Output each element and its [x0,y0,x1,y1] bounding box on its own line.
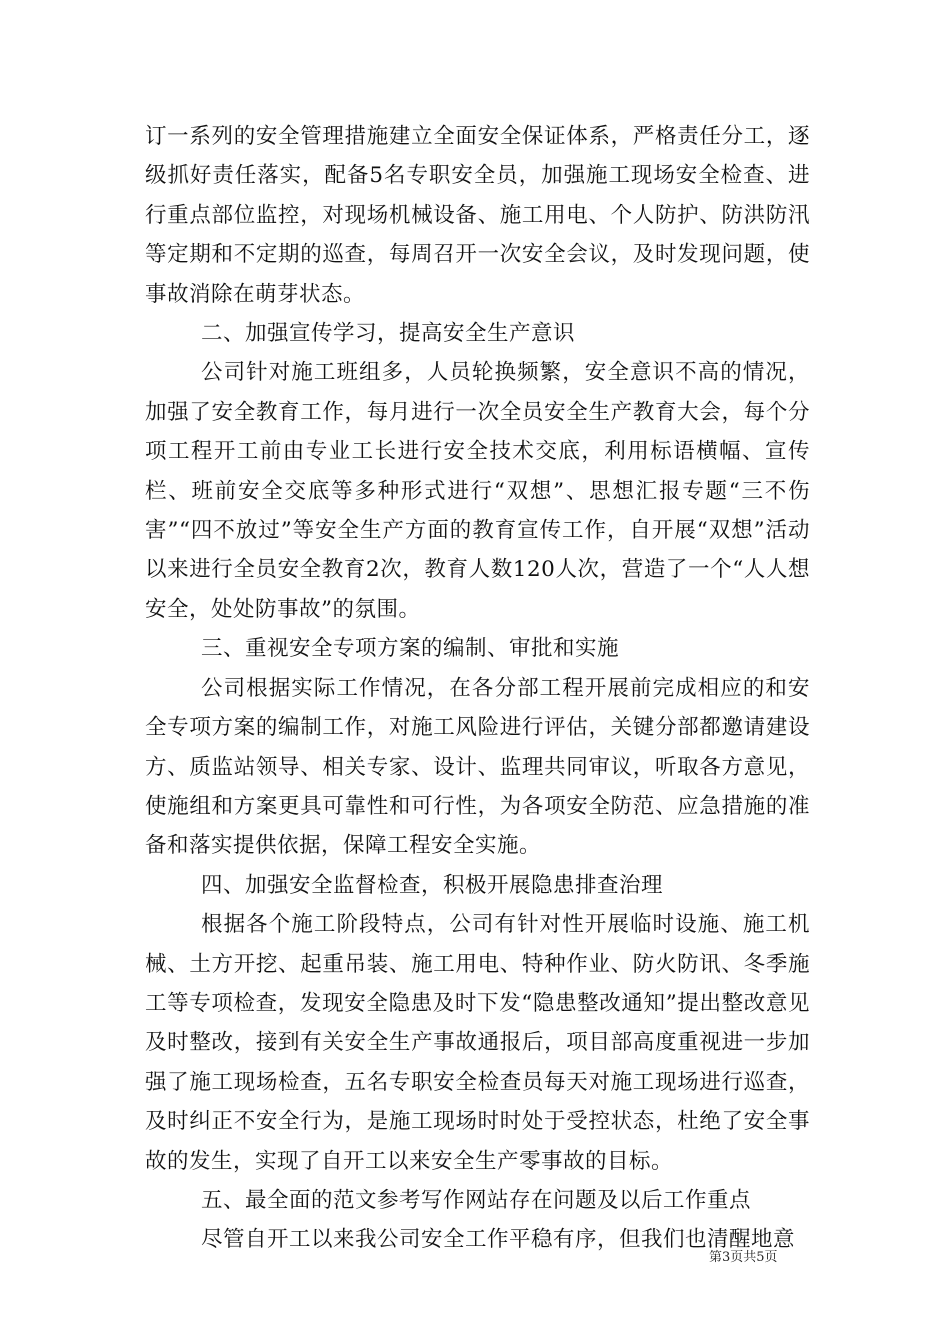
paragraph-continued: 订一系列的安全管理措施建立全面安全保证体系，严格责任分工，逐级抓好责任落实，配备5名专职安全员，加强施工现场安全检查、进行重点部位监控，对现场机械设备、施工用电、个人防护、防洪防汛等定期和不定期的巡查，每周召开一次安全会议，及时发现问题，使事故消除在萌芽状态。 [145,124,810,307]
section-heading-3: 三、重视安全专项方案的编制、审批和实施 [201,636,620,662]
paragraph-safety-education: 公司针对施工班组多，人员轮换频繁，安全意识不高的情况，加强了安全教育工作，每月进行一次全员安全生产教育大会，每个分项工程开工前由专业工长进行安全技术交底，利用标语横幅、宣传栏、班前安全交底等多种形式进行“双想”、思想汇报专题“三不伤害”“四不放过”等安全生产方面的教育宣传工作，自开展“双想”活动以来进行全员安全教育2次，教育人数120人次，营造了一个“人人想安全，处处防事故”的氛围。 [145,360,810,622]
section-heading-4: 四、加强安全监督检查，积极开展隐患排查治理 [201,872,664,898]
paragraph-problems: 尽管自开工以来我公司安全工作平稳有序，但我们也清醒地意 [201,1227,796,1253]
section-heading-2: 二、加强宣传学习，提高安全生产意识 [201,321,576,347]
paragraph-inspection: 根据各个施工阶段特点，公司有针对性开展临时设施、施工机械、土方开挖、起重吊装、施工用电、特种作业、防火防讯、冬季施工等专项检查，发现安全隐患及时下发“隐患整改通知”提出整改意见及时整改，接到有关安全生产事故通报后，项目部高度重视进一步加强了施工现场检查，五名专职安全检查员每天对施工现场进行巡查，及时纠正不安全行为，是施工现场时时处于受控状态，杜绝了安全事故的发生，实现了自开工以来安全生产零事故的目标。 [145,912,810,1174]
section-heading-5: 五、最全面的范文参考写作网站存在问题及以后工作重点 [201,1187,752,1213]
page-number-footer: 第3页共5页 [709,1250,778,1265]
document-body [145,117,810,1260]
paragraph-special-plans: 公司根据实际工作情况，在各分部工程开展前完成相应的和安全专项方案的编制工作，对施工风险进行评估，关键分部都邀请建设方、质监站领导、相关专家、设计、监理共同审议，听取各方意见，使施组和方案更具可靠性和可行性，为各项安全防范、应急措施的准备和落实提供依据，保障工程安全实施。 [145,675,810,859]
